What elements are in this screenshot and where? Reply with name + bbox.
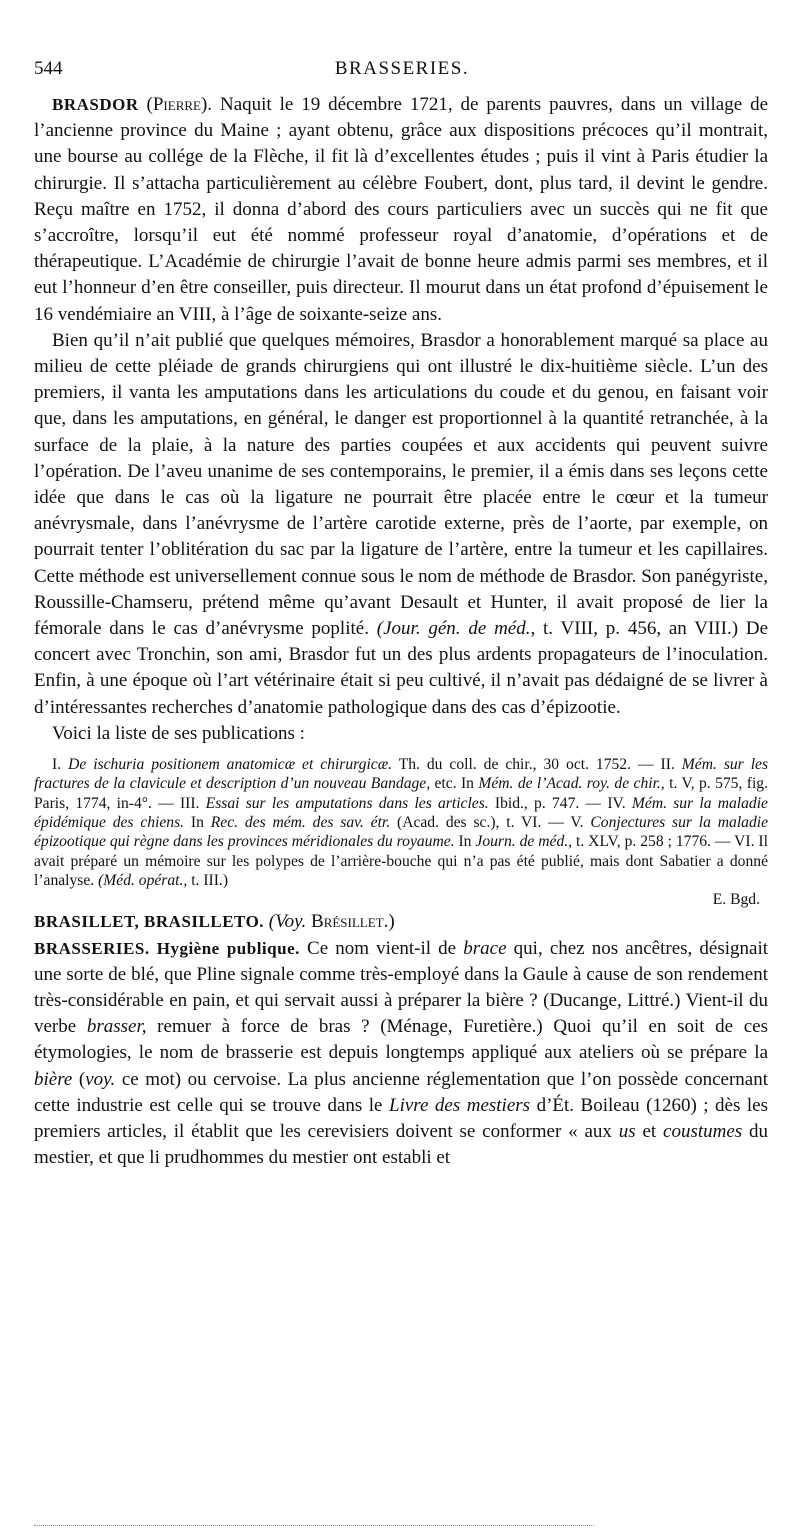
ref-1-number: I. [52, 756, 62, 774]
ref-4-detail-2: (Acad. des sc.), t. VI. — [397, 813, 564, 831]
ref-1-title: De ischuria positionem anatomicæ et chirurgicæ. [68, 756, 393, 774]
brasillet-entry [34, 909, 768, 935]
term-brasser: brasser, [86, 1016, 147, 1038]
ref-6-text: Il avait préparé un mémoire sur les polypes de l’arrière-bouche qui n’a pas été publié, mais dont Sabatier a donné l’analyse. [34, 833, 768, 889]
ref-4-detail: In [190, 813, 204, 831]
ref-6-detail: t. III.) [191, 871, 229, 889]
ref-2-detail-2: t. V, p. 575, fig. Paris, 1774, in-4°. — [34, 775, 768, 812]
brasseries-text: remuer à force de bras ? (Ménage, Furetière.) Quoi qu’il en soit de ces étymologies, le nom de brasserie est depuis longtemps appliqué aux ateliers où se prépare la [34, 1016, 769, 1064]
ref-5-source: Journ. de méd., [475, 833, 573, 851]
headword-brasseries: BRASSERIES. [34, 938, 150, 958]
ref-3-title: Essai sur les amputations dans les articles. [205, 794, 489, 812]
ref-5-detail: In [458, 833, 472, 851]
brasseries-text: ce mot) ou cervoise. La plus ancienne réglementation que l’on possède concernant cette industrie est celle qui se trouve dans le [34, 1068, 769, 1116]
ref-4-title: Mém. sur la maladie épidémique des chiens. [34, 794, 768, 831]
ref-6-source: (Méd. opérat., [98, 871, 188, 889]
ref-1-detail: Th. du coll. de chir., 30 oct. 1752. [398, 756, 632, 774]
page-header [34, 58, 770, 84]
ref-2-detail: etc. In [434, 775, 474, 793]
brasseries-paragraph [34, 936, 768, 1172]
publication-refs [34, 755, 768, 890]
ref-3-detail: Ibid., p. 747. — [494, 794, 602, 812]
brasdor-paragraph-3: Voici la liste de ses publications : [52, 722, 305, 744]
ref-3-number: III. [179, 794, 200, 812]
term-brace: brace [463, 937, 507, 959]
brasdor-text-1: Naquit le 19 décembre 1721, de parents pauvres, dans un village de l’ancienne province du Maine ; ayant obtenu, grâce aux dispositions précoces qu’il montrait, une bourse au collége de la Flèche, il fit là d’excellentes études ; puis il vint à Paris étudier la chirurgie. Il s’attacha particulièrement au célèbre Foubert, dont, plus tard, il devint le gendre. Reçu maître en 1752, il donna d’abord des cours particuliers avec un succès qui ne fit que s’accroître, lorsqu’il eut été nommé professeur royal d’anatomie, d’opérations et de thérapeutique. L’Académie de chirurgie l’avait de bonne heure admis parmi ses membres, et il eut l’honneur d’en être conseiller, puis directeur. Il mourut dans un état profond d’épuisement le 16 vendémiaire an VIII, à l’âge de soixante-seize ans. [34, 94, 768, 325]
brasseries-text: qui, chez nos ancêtres, désignait une sorte de blé, que Pline signale comme très-employé dans la Gaule à cause de son rendement très-considérable en pain, et qui servait aussi à préparer la bière ? (Ducange, Littré.) Vient-il du verbe [34, 937, 769, 1038]
brasdor-paragraph-1 [34, 92, 768, 328]
brasseries-text: Ce nom vient-il de [307, 937, 457, 959]
title-livre-des-mestiers: Livre des mestiers [389, 1094, 531, 1116]
citation-journal: (Jour. gén. de méd. [376, 618, 531, 640]
running-head: BRASSERIES. [334, 58, 470, 79]
ref-2-number: — II. [637, 756, 675, 774]
term-biere: bière [34, 1068, 73, 1090]
author-signature: E. Bgd. [712, 891, 760, 909]
subheading-hygiene: Hygiène publique. [156, 938, 300, 958]
ref-5-title: Conjectures sur la maladie épizootique qui règne dans les provinces méridionales du royaume. [34, 813, 768, 851]
ref-5-detail-2: t. XLV, p. 258 ; 1776. — [576, 833, 731, 851]
page-body [34, 92, 768, 1171]
brasdor-text-2a: Bien qu’il n’ait publié que quelques mémoires, Brasdor a honorablement marqué sa place au milieu de cette pléiade de grands chirurgiens qui ont illustré le dix-huitième siècle. L’un des premiers, il vanta les amputations dans les articulations du coude et du genou, en faisant voir que, dans les amputations, en général, le danger est proportionnel à la quantité retranchée, à la surface de la plaie, à la nature des parties coupées et aux accidents qui peuvent suivre l’opération. De l’aveu unanime de ses contemporains, le premier, il a émis dans ses leçons cette idée que dans le cas où la ligature ne pourrait être placée entre le cœur et la tumeur anévrysmale, dans l’anévrysme de l’artère carotide externe, près de l’aorte, par exemple, on pourrait tenter l’oblitération du sac par la ligature de l’artère, entre la tumeur et les capillaires. Cette méthode est universellement connue sous le nom de méthode de Brasdor. Son panégyriste, Roussille-Chamseru, prétend même qu’avant Desault et Hunter, il avait proposé de lier la fémorale dans le cas d’anévrysme poplité. [34, 329, 768, 640]
brasseries-text: et [642, 1121, 657, 1143]
publication-list [34, 755, 768, 909]
ref-4-source: Rec. des mém. des sav. étr. [210, 813, 391, 831]
brasseries-text: ( [78, 1068, 86, 1090]
ref-2-title: Mém. sur les fractures de la clavicule et description d’un nouveau Bandage, [34, 756, 769, 793]
cross-reference-voy: (Voy. [268, 911, 307, 933]
ref-5-number: V. [570, 813, 584, 831]
footer-rule [34, 1525, 594, 1527]
brasdor-paragraph-2 [34, 328, 768, 721]
term-coustumes: coustumes [663, 1121, 743, 1143]
headword-firstname: (Pierre). [146, 94, 213, 115]
citation-rest: , t. VIII, p. 456, an VIII.) [530, 618, 739, 640]
brasseries-text: du mestier, et que li prudhommes du mestier ont establi et [34, 1121, 769, 1169]
brasdor-text-2b: De concert avec Tronchin, son ami, Brasdor fut un des plus ardents propagateurs de l’inoculation. Enfin, à une époque où l’art vétérinaire était si peu cultivé, il n’avait pas dédaigné de se livrer à d’intéressantes recherches d’anatomie pathologique dans des cas d’épizootie. [34, 618, 769, 718]
page-number: 544 [34, 58, 63, 79]
brasseries-text: d’Ét. Boileau (1260) ; dès les premiers articles, il établit que les cerevisiers doivent se conformer « aux [34, 1094, 768, 1143]
ref-2-source: Mém. de l’Acad. roy. de chir., [478, 775, 665, 793]
ref-6-number: VI. [734, 833, 755, 851]
headword-brasdor: BRASDOR [52, 95, 139, 114]
term-us: us [618, 1121, 636, 1143]
cross-reference-voy: voy. [85, 1068, 116, 1090]
ref-4-number: IV. [607, 794, 626, 812]
cross-reference-target[interactable]: Brésillet.) [311, 911, 395, 933]
headword-brasillet: BRASILLET, BRASILLETO. [34, 912, 265, 932]
